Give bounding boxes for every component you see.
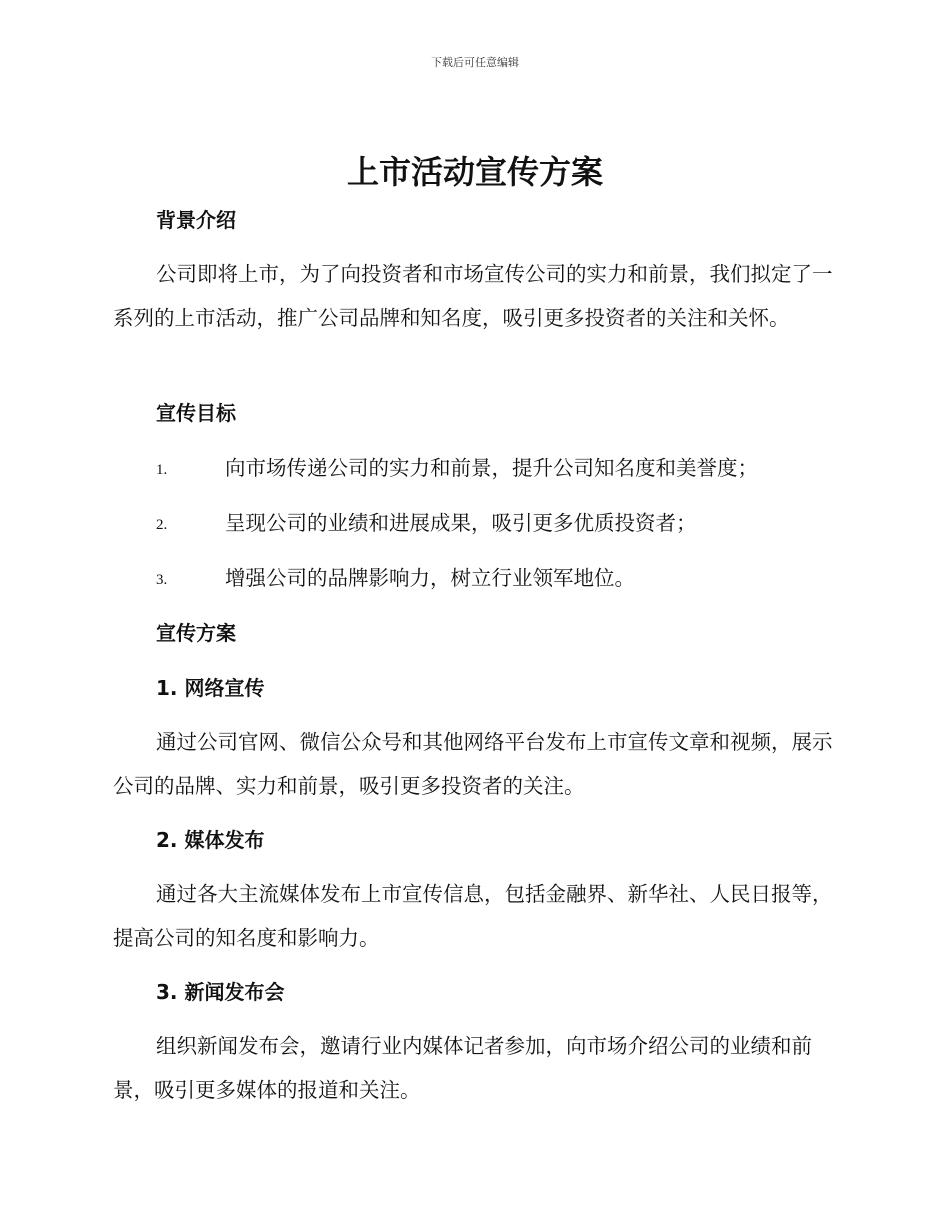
section-heading-plan: 宣传方案 bbox=[156, 621, 236, 645]
subsection-heading-online: 1. 网络宣传 bbox=[156, 676, 265, 700]
document-title: 上市活动宣传方案 bbox=[346, 153, 603, 191]
list-text: 增强公司的品牌影响力，树立行业领军地位。 bbox=[225, 566, 635, 590]
list-number: 2. bbox=[156, 517, 168, 533]
media-paragraph: 通过各大主流媒体发布上市宣传信息，包括金融界、新华社、人民日报等，提高公司的知名度和影响力。 bbox=[113, 882, 833, 950]
list-number: 1. bbox=[156, 462, 168, 478]
subsection-heading-press-conference: 3. 新闻发布会 bbox=[156, 980, 285, 1004]
press-conference-paragraph: 组织新闻发布会，邀请行业内媒体记者参加，向市场介绍公司的业绩和前景，吸引更多媒体的报道和关注。 bbox=[113, 1034, 812, 1102]
list-text: 呈现公司的业绩和进展成果，吸引更多优质投资者； bbox=[225, 511, 697, 535]
background-paragraph: 公司即将上市，为了向投资者和市场宣传公司的实力和前景，我们拟定了一系列的上市活动，推广公司品牌和知名度，吸引更多投资者的关注和关怀。 bbox=[113, 262, 833, 330]
list-number: 3. bbox=[156, 572, 168, 588]
page-header-note: 下载后可任意编辑 bbox=[431, 56, 519, 69]
list-text: 向市场传递公司的实力和前景，提升公司知名度和美誉度； bbox=[225, 456, 758, 480]
section-heading-background: 背景介绍 bbox=[156, 208, 236, 232]
section-heading-goals: 宣传目标 bbox=[156, 401, 236, 425]
subsection-heading-media: 2. 媒体发布 bbox=[156, 828, 265, 852]
online-paragraph: 通过公司官网、微信公众号和其他网络平台发布上市宣传文章和视频，展示公司的品牌、实力和前景，吸引更多投资者的关注。 bbox=[113, 730, 833, 798]
